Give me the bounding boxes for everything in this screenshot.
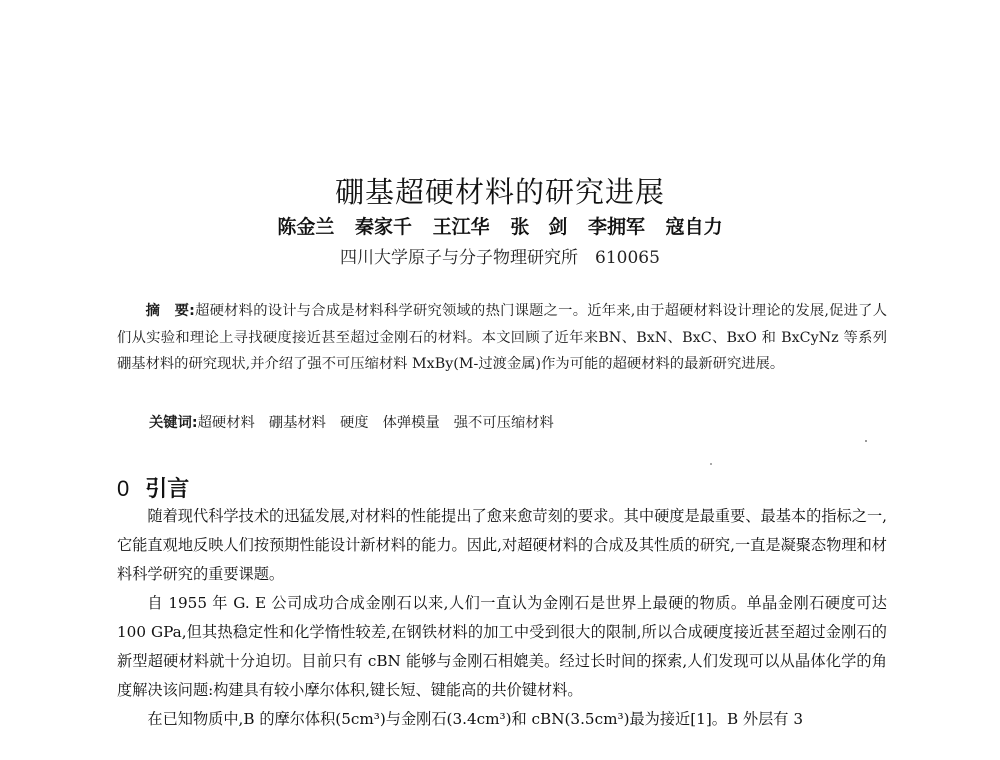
section-number: 0 — [117, 476, 130, 501]
keyword: 硬度 — [339, 415, 369, 431]
author: 王江华 — [432, 216, 490, 238]
author-list — [0, 212, 1000, 239]
keyword: 超硬材料 — [197, 415, 255, 431]
scan-speck — [865, 440, 867, 442]
paragraph: 自 1955 年 G. E 公司成功合成金刚石以来,人们一直认为金刚石是世界上最硬的物质。单晶金刚石硬度可达 100 GPa,但其热稳定性和化学惰性较差,在钢铁材料的加工中受到很大的限制,所以合成硬度接近甚至超过金刚石的新型超硬材料就十分迫切。目前只有 cBN 能够与金刚石相媲美。经过长时间的探索,人们发现可以从晶体化学的角度解决该问题:构建具有较小摩尔体积,键长短、键能高的共价键材料。 — [117, 594, 887, 699]
affiliation: 四川大学原子与分子物理研究所 610065 — [340, 248, 660, 268]
author: 秦家千 — [355, 216, 413, 238]
paragraph: 随着现代科学技术的迅猛发展,对材料的性能提出了愈来愈苛刻的要求。其中硬度是最重要、最基本的指标之一,它能直观地反映人们按预期性能设计新材料的能力。因此,对超硬材料的合成及其性质的研究,一直是凝聚态物理和材料科学研究的重要课题。 — [117, 507, 887, 583]
author: 李拥军 — [587, 216, 645, 238]
abstract-label: 摘 要: — [145, 303, 195, 319]
section-heading — [117, 472, 189, 503]
abstract — [117, 298, 887, 378]
scan-speck — [710, 463, 712, 465]
keyword: 体弹模量 — [382, 415, 440, 431]
author: 陈金兰 — [277, 216, 335, 238]
body-text — [117, 502, 887, 734]
keywords — [149, 412, 568, 432]
keywords-label: 关键词: — [149, 415, 198, 431]
paragraph: 在已知物质中,B 的摩尔体积(5cm³)与金刚石(3.4cm³)和 cBN(3.5cm³)最为接近[1]。B 外层有 3 — [147, 710, 803, 728]
abstract-text: 超硬材料的设计与合成是材料科学研究领域的热门课题之一。近年来,由于超硬材料设计理论的发展,促进了人们从实验和理论上寻找硬度接近甚至超过金刚石的材料。本文回顾了近年来BN、BxN、BxC、BxO 和 BxCyNz 等系列硼基材料的研究现状,并介绍了强不可压缩材料 MxBy(M-过渡金属)作为可能的超硬材料的最新研究进展。 — [117, 303, 887, 372]
section-title: 引言 — [145, 477, 190, 502]
keyword: 硼基材料 — [268, 415, 326, 431]
paper-title: 硼基超硬材料的研究进展 — [334, 175, 665, 209]
author: 张 剑 — [510, 216, 568, 238]
author: 寇自力 — [665, 216, 723, 238]
keyword: 强不可压缩材料 — [453, 415, 554, 431]
